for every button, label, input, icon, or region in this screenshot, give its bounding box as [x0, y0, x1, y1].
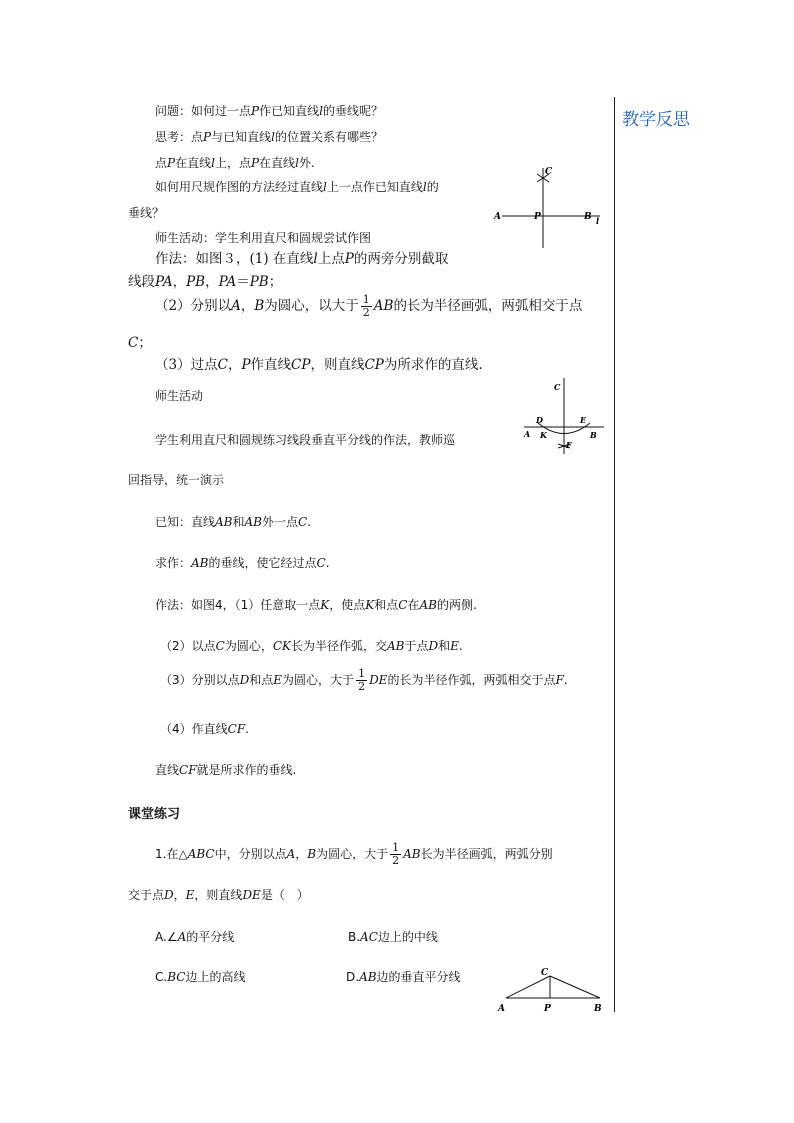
fig4-label-E: E [580, 415, 587, 425]
fig4-label-A: A [524, 429, 531, 439]
think-line: 思考：点P与已知直线l的位置关系有哪些？ [155, 130, 383, 144]
required-line: 求作：AB的垂线，使它经过点C. [155, 556, 330, 570]
option-a[interactable]: A.∠A的平分线 [155, 930, 235, 944]
exercise-1: 1.在△ABC中，分别以点A，B为圆心，大于 $\frac{1}{2}$ AB长为半径画弧，两弧分别 [155, 841, 553, 867]
fig5-side-AC [506, 976, 550, 998]
exercise-1b: 交于点D，E，则直线DE是（ ） [128, 888, 309, 902]
fig3-label-A: A [494, 212, 501, 222]
method-step-2b: C； [128, 335, 152, 351]
fig4-label-B: B [590, 430, 597, 440]
given-line: 已知：直线AB和AB外一点C. [155, 515, 312, 529]
method-step-1: 作法：如图３，(1) 在直线l上点P的两旁分别截取 [155, 251, 449, 267]
fig3-label-B: B [584, 212, 592, 222]
fig4-label-C: C [554, 382, 561, 392]
method-step-1b: 线段PA，PB，PA＝PB； [128, 274, 283, 290]
fig5-label-C: C [541, 968, 549, 978]
steps-line-3: （3）分别以点D和点E为圆心，大于 $\frac{1}{2}$ DE的长为半径作弧，两弧相交于点F. [160, 667, 568, 693]
fig5-label-P: P [544, 1004, 551, 1014]
activity-heading: 师生活动 [155, 389, 204, 403]
fraction-half: $\frac{1}{2}$ [362, 293, 370, 319]
fig3-label-l: l [596, 216, 600, 226]
steps-line-2: （2）以点C为圆心，CK长为半径作弧，交AB于点D和E. [160, 639, 463, 653]
fig4-label-D: D [536, 415, 543, 425]
option-b[interactable]: B.AC边上的中线 [348, 930, 438, 944]
fig4-label-K: K [540, 430, 547, 440]
fig5-label-B: B [594, 1004, 602, 1014]
how-line: 如何用尺规作图的方法经过直线l上一点作已知直线l的 [155, 180, 439, 194]
figure-4 [520, 374, 608, 456]
activity-text-2: 回指导，统一演示 [128, 473, 225, 487]
activity-line-1: 师生活动：学生利用直尺和圆规尝试作图 [155, 231, 372, 245]
fig3-label-C: C [545, 167, 553, 177]
position-line: 点P在直线l上，点P在直线l外. [155, 156, 315, 170]
fig4-label-F: F [566, 440, 572, 450]
column-divider [614, 97, 615, 1012]
option-d[interactable]: D.AB边的垂直平分线 [346, 970, 461, 984]
figure-5 [494, 962, 606, 1016]
option-c[interactable]: C.BC边上的高线 [155, 970, 246, 984]
activity-text: 学生利用直尺和圆规练习线段垂直平分线的作法，教师巡 [155, 433, 456, 447]
method-step-3: （3）过点C，P作直线CP，则直线CP为所求作的直线. [155, 357, 483, 373]
fig5-side-BC [550, 976, 600, 998]
fig5-label-A: A [498, 1004, 505, 1014]
figure-3 [488, 160, 606, 250]
fig3-label-P: P [534, 212, 541, 222]
fraction-half: $\frac{1}{2}$ [358, 667, 366, 693]
fraction-half: $\frac{1}{2}$ [392, 841, 400, 867]
method-step-2: （2）分别以A，B为圆心，以大于 $\frac{1}{2}$ AB的长为半径画弧，两弧相交于点 [155, 293, 583, 319]
practice-heading: 课堂练习 [128, 807, 181, 822]
steps-line-5: 直线CF就是所求作的垂线. [155, 763, 297, 777]
steps-line-1: 作法：如图4，（1）任意取一点K，使点K和点C在AB的两侧. [155, 598, 477, 612]
side-title: 教学反思 [622, 110, 690, 130]
steps-line-4: （4）作直线CF. [160, 722, 249, 736]
how-line-2: 垂线？ [128, 206, 165, 220]
question-line: 问题：如何过一点P作已知直线l的垂线呢？ [155, 104, 383, 118]
